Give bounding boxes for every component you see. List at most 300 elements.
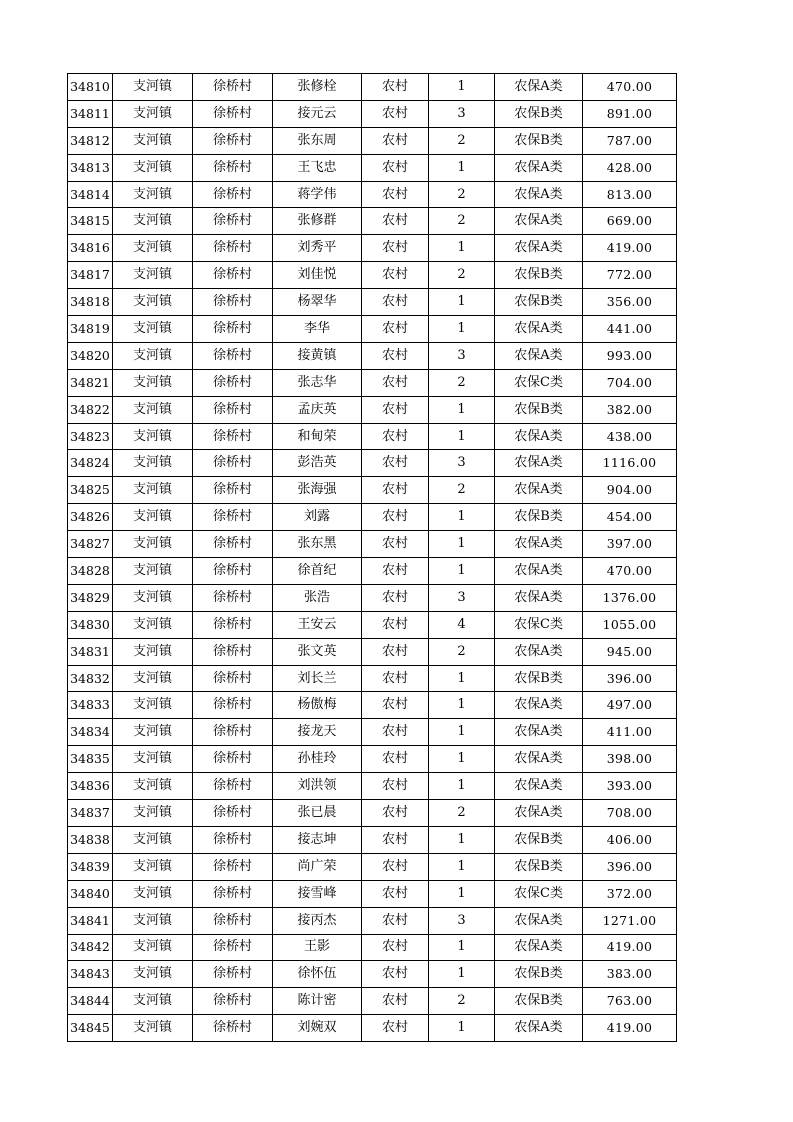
household-type-cell: 农村 [362,800,429,827]
row-id-cell: 34819 [68,316,113,343]
village-cell: 徐桥村 [193,988,273,1015]
person-count-cell: 2 [429,477,495,504]
village-cell: 徐桥村 [193,692,273,719]
village-cell: 徐桥村 [193,289,273,316]
table-row [68,611,677,638]
person-count-cell: 1 [429,773,495,800]
person-count-cell: 1 [429,961,495,988]
village-cell: 徐桥村 [193,342,273,369]
row-id-cell: 34845 [68,1015,113,1042]
table-row [68,316,677,343]
row-id-cell: 34812 [68,127,113,154]
person-count-cell: 1 [429,880,495,907]
village-cell: 徐桥村 [193,450,273,477]
household-type-cell: 农村 [362,235,429,262]
row-id-cell: 34834 [68,719,113,746]
amount-cell: 396.00 [583,853,677,880]
person-count-cell: 2 [429,262,495,289]
person-count-cell: 1 [429,289,495,316]
person-count-cell: 3 [429,907,495,934]
person-count-cell: 1 [429,316,495,343]
household-type-cell: 农村 [362,907,429,934]
town-cell: 支河镇 [113,531,193,558]
row-id-cell: 34822 [68,396,113,423]
row-id-cell: 34817 [68,262,113,289]
name-cell: 蒋学伟 [273,181,362,208]
name-cell: 张东黑 [273,531,362,558]
person-count-cell: 1 [429,692,495,719]
town-cell: 支河镇 [113,746,193,773]
table-row [68,692,677,719]
town-cell: 支河镇 [113,584,193,611]
amount-cell: 397.00 [583,531,677,558]
table-row [68,74,677,101]
household-type-cell: 农村 [362,988,429,1015]
town-cell: 支河镇 [113,181,193,208]
name-cell: 张东周 [273,127,362,154]
row-id-cell: 34823 [68,423,113,450]
table-row [68,531,677,558]
name-cell: 彭浩英 [273,450,362,477]
household-type-cell: 农村 [362,369,429,396]
name-cell: 接龙天 [273,719,362,746]
table-row [68,961,677,988]
category-cell: 农保A类 [495,1015,583,1042]
row-id-cell: 34827 [68,531,113,558]
name-cell: 陈计密 [273,988,362,1015]
row-id-cell: 34811 [68,100,113,127]
household-type-cell: 农村 [362,584,429,611]
village-cell: 徐桥村 [193,504,273,531]
amount-cell: 813.00 [583,181,677,208]
household-type-cell: 农村 [362,638,429,665]
name-cell: 孟庆英 [273,396,362,423]
category-cell: 农保A类 [495,934,583,961]
category-cell: 农保A类 [495,638,583,665]
household-type-cell: 农村 [362,880,429,907]
person-count-cell: 2 [429,208,495,235]
amount-cell: 383.00 [583,961,677,988]
amount-cell: 904.00 [583,477,677,504]
person-count-cell: 1 [429,154,495,181]
amount-cell: 945.00 [583,638,677,665]
village-cell: 徐桥村 [193,880,273,907]
table-row [68,773,677,800]
person-count-cell: 2 [429,638,495,665]
name-cell: 王影 [273,934,362,961]
table-row [68,934,677,961]
town-cell: 支河镇 [113,289,193,316]
village-cell: 徐桥村 [193,477,273,504]
amount-cell: 419.00 [583,1015,677,1042]
name-cell: 杨翠华 [273,289,362,316]
household-type-cell: 农村 [362,611,429,638]
town-cell: 支河镇 [113,316,193,343]
category-cell: 农保A类 [495,719,583,746]
category-cell: 农保A类 [495,423,583,450]
table-row [68,719,677,746]
table-row [68,477,677,504]
table-row [68,342,677,369]
village-cell: 徐桥村 [193,127,273,154]
amount-cell: 419.00 [583,235,677,262]
row-id-cell: 34839 [68,853,113,880]
household-type-cell: 农村 [362,477,429,504]
row-id-cell: 34837 [68,800,113,827]
table-row [68,235,677,262]
category-cell: 农保B类 [495,100,583,127]
village-cell: 徐桥村 [193,423,273,450]
amount-cell: 708.00 [583,800,677,827]
household-type-cell: 农村 [362,450,429,477]
person-count-cell: 1 [429,504,495,531]
person-count-cell: 3 [429,342,495,369]
amount-cell: 787.00 [583,127,677,154]
person-count-cell: 2 [429,127,495,154]
person-count-cell: 1 [429,1015,495,1042]
amount-cell: 1271.00 [583,907,677,934]
amount-cell: 470.00 [583,74,677,101]
person-count-cell: 3 [429,450,495,477]
town-cell: 支河镇 [113,826,193,853]
category-cell: 农保C类 [495,611,583,638]
category-cell: 农保A类 [495,208,583,235]
town-cell: 支河镇 [113,154,193,181]
category-cell: 农保A类 [495,74,583,101]
household-type-cell: 农村 [362,208,429,235]
name-cell: 刘露 [273,504,362,531]
town-cell: 支河镇 [113,262,193,289]
town-cell: 支河镇 [113,74,193,101]
village-cell: 徐桥村 [193,773,273,800]
town-cell: 支河镇 [113,961,193,988]
household-type-cell: 农村 [362,396,429,423]
household-type-cell: 农村 [362,746,429,773]
household-type-cell: 农村 [362,342,429,369]
amount-cell: 428.00 [583,154,677,181]
town-cell: 支河镇 [113,504,193,531]
household-type-cell: 农村 [362,504,429,531]
amount-cell: 1055.00 [583,611,677,638]
person-count-cell: 3 [429,100,495,127]
table-row [68,450,677,477]
row-id-cell: 34826 [68,504,113,531]
village-cell: 徐桥村 [193,181,273,208]
amount-cell: 382.00 [583,396,677,423]
name-cell: 和甸荣 [273,423,362,450]
village-cell: 徐桥村 [193,853,273,880]
row-id-cell: 34820 [68,342,113,369]
household-type-cell: 农村 [362,100,429,127]
row-id-cell: 34829 [68,584,113,611]
village-cell: 徐桥村 [193,800,273,827]
row-id-cell: 34835 [68,746,113,773]
amount-cell: 372.00 [583,880,677,907]
table-row [68,396,677,423]
table-row [68,100,677,127]
name-cell: 接元云 [273,100,362,127]
household-type-cell: 农村 [362,74,429,101]
category-cell: 农保B类 [495,127,583,154]
name-cell: 刘佳悦 [273,262,362,289]
row-id-cell: 34824 [68,450,113,477]
row-id-cell: 34830 [68,611,113,638]
village-cell: 徐桥村 [193,316,273,343]
row-id-cell: 34833 [68,692,113,719]
person-count-cell: 1 [429,853,495,880]
row-id-cell: 34825 [68,477,113,504]
row-id-cell: 34832 [68,665,113,692]
amount-cell: 470.00 [583,558,677,585]
town-cell: 支河镇 [113,853,193,880]
village-cell: 徐桥村 [193,396,273,423]
household-type-cell: 农村 [362,181,429,208]
person-count-cell: 1 [429,531,495,558]
table-row [68,289,677,316]
village-cell: 徐桥村 [193,74,273,101]
village-cell: 徐桥村 [193,558,273,585]
row-id-cell: 34842 [68,934,113,961]
household-type-cell: 农村 [362,665,429,692]
village-cell: 徐桥村 [193,719,273,746]
household-type-cell: 农村 [362,531,429,558]
town-cell: 支河镇 [113,558,193,585]
row-id-cell: 34828 [68,558,113,585]
name-cell: 接黄镇 [273,342,362,369]
amount-cell: 993.00 [583,342,677,369]
town-cell: 支河镇 [113,719,193,746]
town-cell: 支河镇 [113,611,193,638]
row-id-cell: 34810 [68,74,113,101]
category-cell: 农保A类 [495,477,583,504]
person-count-cell: 1 [429,719,495,746]
town-cell: 支河镇 [113,127,193,154]
town-cell: 支河镇 [113,342,193,369]
household-type-cell: 农村 [362,558,429,585]
amount-cell: 772.00 [583,262,677,289]
category-cell: 农保B类 [495,961,583,988]
person-count-cell: 1 [429,558,495,585]
town-cell: 支河镇 [113,235,193,262]
category-cell: 农保A类 [495,800,583,827]
town-cell: 支河镇 [113,208,193,235]
household-type-cell: 农村 [362,961,429,988]
person-count-cell: 1 [429,396,495,423]
town-cell: 支河镇 [113,800,193,827]
household-type-cell: 农村 [362,423,429,450]
person-count-cell: 1 [429,74,495,101]
name-cell: 接丙杰 [273,907,362,934]
table-row [68,826,677,853]
village-cell: 徐桥村 [193,235,273,262]
category-cell: 农保A类 [495,907,583,934]
category-cell: 农保B类 [495,826,583,853]
household-type-cell: 农村 [362,692,429,719]
town-cell: 支河镇 [113,880,193,907]
category-cell: 农保A类 [495,692,583,719]
person-count-cell: 1 [429,826,495,853]
person-count-cell: 4 [429,611,495,638]
amount-cell: 891.00 [583,100,677,127]
table-row [68,154,677,181]
row-id-cell: 34814 [68,181,113,208]
table-row [68,262,677,289]
household-type-cell: 农村 [362,316,429,343]
village-cell: 徐桥村 [193,531,273,558]
category-cell: 农保A类 [495,154,583,181]
town-cell: 支河镇 [113,665,193,692]
household-type-cell: 农村 [362,853,429,880]
village-cell: 徐桥村 [193,961,273,988]
village-cell: 徐桥村 [193,369,273,396]
town-cell: 支河镇 [113,988,193,1015]
name-cell: 刘长兰 [273,665,362,692]
amount-cell: 763.00 [583,988,677,1015]
person-count-cell: 1 [429,746,495,773]
category-cell: 农保B类 [495,289,583,316]
name-cell: 刘婉双 [273,1015,362,1042]
amount-cell: 406.00 [583,826,677,853]
village-cell: 徐桥村 [193,154,273,181]
household-type-cell: 农村 [362,719,429,746]
table-row [68,423,677,450]
table-row [68,853,677,880]
category-cell: 农保A类 [495,450,583,477]
name-cell: 刘洪领 [273,773,362,800]
row-id-cell: 34815 [68,208,113,235]
table-row [68,369,677,396]
town-cell: 支河镇 [113,773,193,800]
household-type-cell: 农村 [362,262,429,289]
household-type-cell: 农村 [362,826,429,853]
name-cell: 徐怀伍 [273,961,362,988]
category-cell: 农保B类 [495,262,583,289]
village-cell: 徐桥村 [193,934,273,961]
amount-cell: 438.00 [583,423,677,450]
person-count-cell: 2 [429,369,495,396]
name-cell: 杨傲梅 [273,692,362,719]
village-cell: 徐桥村 [193,826,273,853]
town-cell: 支河镇 [113,100,193,127]
category-cell: 农保A类 [495,746,583,773]
person-count-cell: 3 [429,584,495,611]
table-row [68,127,677,154]
amount-cell: 669.00 [583,208,677,235]
name-cell: 张修栓 [273,74,362,101]
household-type-cell: 农村 [362,934,429,961]
row-id-cell: 34836 [68,773,113,800]
amount-cell: 398.00 [583,746,677,773]
person-count-cell: 1 [429,934,495,961]
name-cell: 孙桂玲 [273,746,362,773]
amount-cell: 497.00 [583,692,677,719]
category-cell: 农保B类 [495,396,583,423]
category-cell: 农保B类 [495,665,583,692]
category-cell: 农保A类 [495,531,583,558]
row-id-cell: 34813 [68,154,113,181]
village-cell: 徐桥村 [193,638,273,665]
household-type-cell: 农村 [362,127,429,154]
table-row [68,208,677,235]
name-cell: 王安云 [273,611,362,638]
table-row [68,880,677,907]
row-id-cell: 34844 [68,988,113,1015]
relief-roster-table [67,73,677,1042]
row-id-cell: 34841 [68,907,113,934]
amount-cell: 411.00 [583,719,677,746]
row-id-cell: 34838 [68,826,113,853]
village-cell: 徐桥村 [193,584,273,611]
table-row [68,584,677,611]
name-cell: 尚广荣 [273,853,362,880]
person-count-cell: 1 [429,423,495,450]
table-body [68,74,677,1042]
name-cell: 张修群 [273,208,362,235]
table-row [68,504,677,531]
name-cell: 张已晨 [273,800,362,827]
amount-cell: 704.00 [583,369,677,396]
row-id-cell: 34831 [68,638,113,665]
amount-cell: 1116.00 [583,450,677,477]
household-type-cell: 农村 [362,1015,429,1042]
amount-cell: 396.00 [583,665,677,692]
town-cell: 支河镇 [113,934,193,961]
category-cell: 农保C类 [495,369,583,396]
table-row [68,558,677,585]
table-row [68,1015,677,1042]
amount-cell: 393.00 [583,773,677,800]
row-id-cell: 34818 [68,289,113,316]
village-cell: 徐桥村 [193,746,273,773]
town-cell: 支河镇 [113,423,193,450]
category-cell: 农保A类 [495,235,583,262]
name-cell: 徐首纪 [273,558,362,585]
person-count-cell: 2 [429,988,495,1015]
name-cell: 张志华 [273,369,362,396]
amount-cell: 356.00 [583,289,677,316]
category-cell: 农保A类 [495,316,583,343]
person-count-cell: 2 [429,800,495,827]
category-cell: 农保A类 [495,584,583,611]
category-cell: 农保A类 [495,773,583,800]
name-cell: 王飞忠 [273,154,362,181]
name-cell: 张海强 [273,477,362,504]
village-cell: 徐桥村 [193,1015,273,1042]
row-id-cell: 34843 [68,961,113,988]
amount-cell: 454.00 [583,504,677,531]
amount-cell: 419.00 [583,934,677,961]
category-cell: 农保A类 [495,181,583,208]
table-row [68,181,677,208]
category-cell: 农保A类 [495,558,583,585]
village-cell: 徐桥村 [193,208,273,235]
category-cell: 农保C类 [495,880,583,907]
name-cell: 接志坤 [273,826,362,853]
town-cell: 支河镇 [113,907,193,934]
village-cell: 徐桥村 [193,665,273,692]
name-cell: 李华 [273,316,362,343]
town-cell: 支河镇 [113,1015,193,1042]
town-cell: 支河镇 [113,638,193,665]
category-cell: 农保B类 [495,853,583,880]
category-cell: 农保B类 [495,504,583,531]
household-type-cell: 农村 [362,773,429,800]
table-row [68,638,677,665]
town-cell: 支河镇 [113,450,193,477]
town-cell: 支河镇 [113,692,193,719]
village-cell: 徐桥村 [193,262,273,289]
category-cell: 农保A类 [495,342,583,369]
